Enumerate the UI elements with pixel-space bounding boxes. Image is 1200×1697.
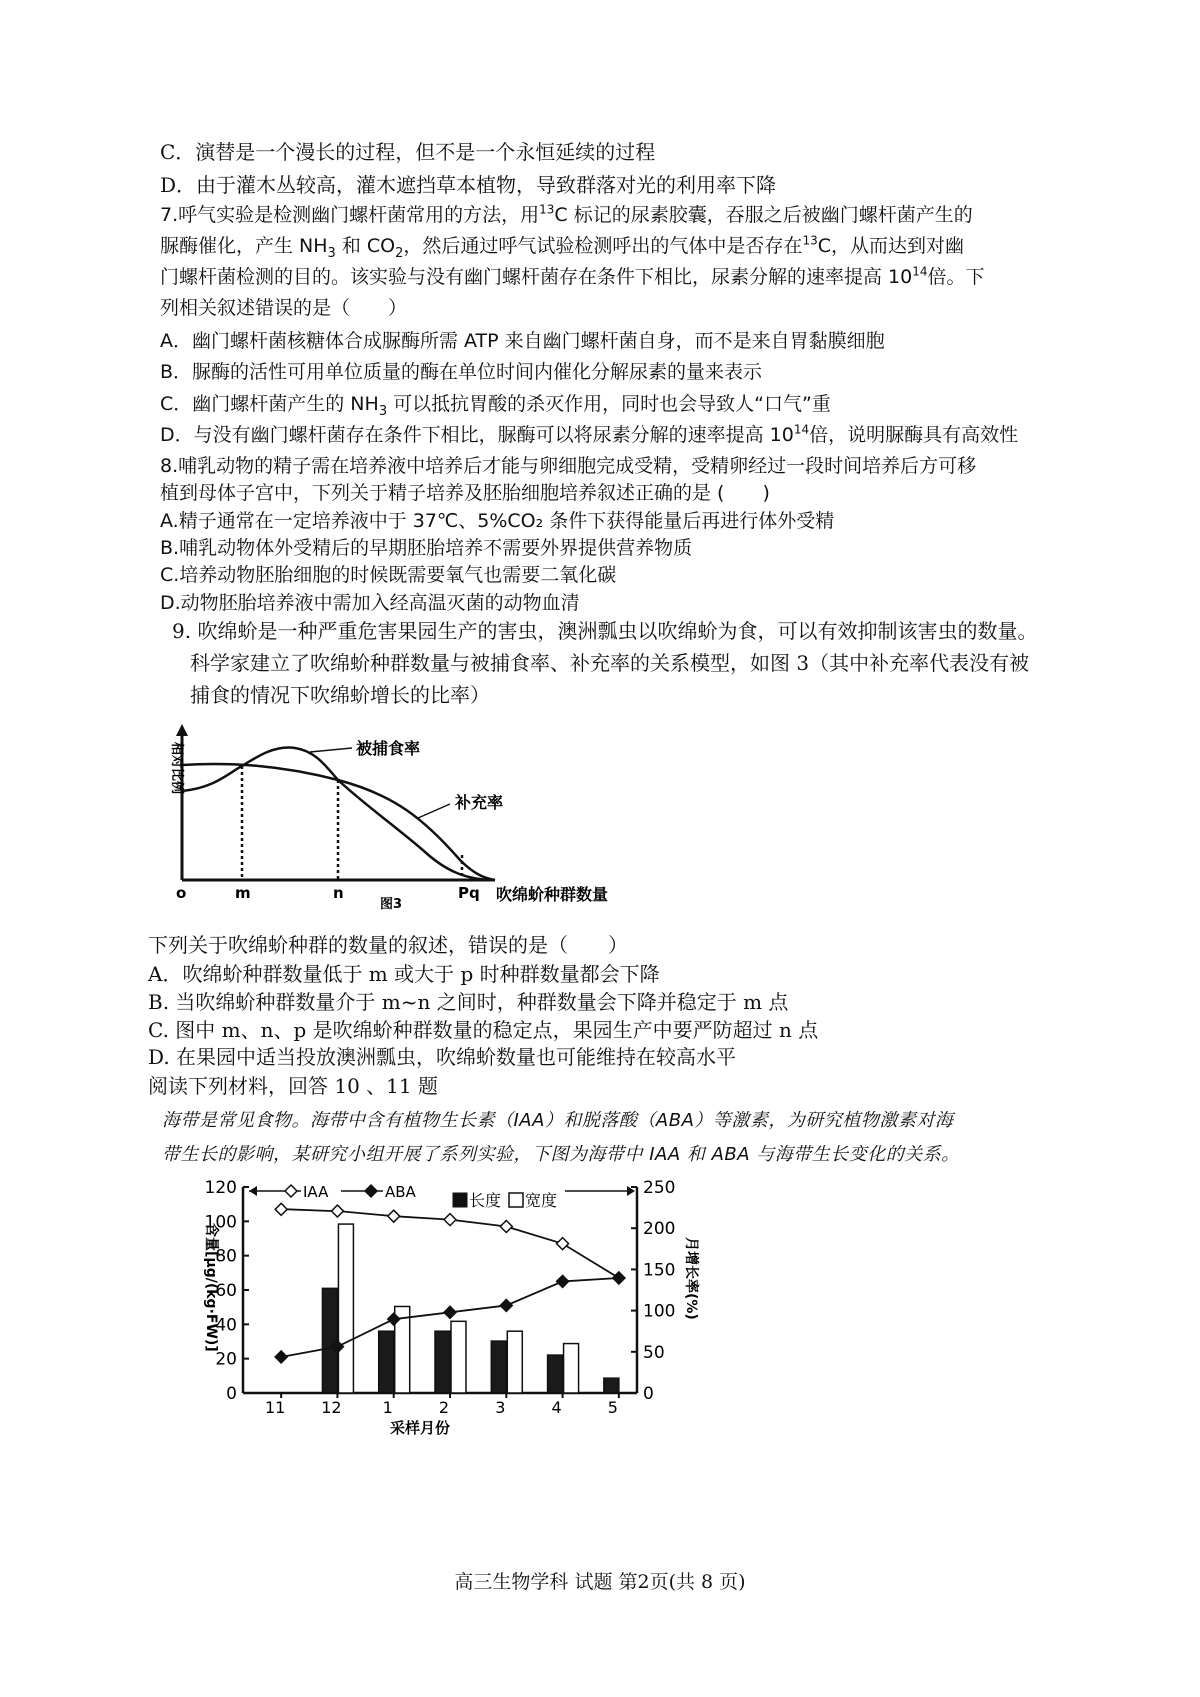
q9-option-c: C. 图中 m、n、p 是吹绵蚧种群数量的稳定点，果园生产中要严防超过 n 点 [148, 1018, 819, 1042]
legend-length-label: 长度 [469, 1191, 502, 1210]
legend-arrow-icon [249, 1186, 257, 1196]
chart-x-tick-label: 12 [321, 1398, 342, 1417]
chart-bar-length [322, 1288, 337, 1393]
chart-point-aba [275, 1351, 287, 1363]
chart-point-iaa [331, 1205, 343, 1217]
material-line2: 带生长的影响，某研究小组开展了系列实验，下图为海带中 IAA 和 ABA 与海带生长变化的关系。 [162, 1144, 960, 1165]
chart-bar-length [491, 1341, 506, 1393]
chart-bar-length [435, 1331, 450, 1393]
legend-iaa-label: IAA [303, 1183, 329, 1201]
fig3-y-arrow [176, 724, 188, 736]
chart-right-tick-label: 150 [643, 1260, 676, 1281]
fig3-caption: 图3 [380, 897, 403, 910]
chart-x-tick-label: 2 [438, 1398, 450, 1417]
chart-right-tick-label: 250 [643, 1178, 676, 1198]
fig3-supplement-pointer [418, 804, 450, 818]
q9-stem-line1: 9. 吹绵蚧是一种严重危害果园生产的害虫，澳洲瓢虫以吹绵蚧为食，可以有效抑制该害虫的数量。 [172, 619, 1038, 643]
chart-point-iaa [444, 1214, 456, 1226]
fig3-origin-label: o [176, 884, 187, 902]
legend-iaa-marker [285, 1185, 297, 1197]
chart-left-tick-label: 100 [204, 1212, 237, 1233]
q7-option-a: A．幽门螺杆菌核糖体合成脲酶所需 ATP 来自幽门螺杆菌自身，而不是来自胃黏膜细胞 [160, 330, 885, 352]
chart-x-tick-label: 3 [495, 1398, 506, 1417]
q9-option-a: A．吹绵蚧种群数量低于 m 或大于 p 时种群数量都会下降 [148, 962, 660, 986]
q9-stem-line3: 捕食的情况下吹绵蚧增长的比率） [190, 683, 490, 707]
figure-3-model [160, 720, 720, 910]
chart-right-tick-label: 50 [643, 1342, 665, 1363]
chart-point-aba [557, 1275, 569, 1287]
q7-option-d: D．与没有幽门螺杆菌存在条件下相比，脲酶可以将尿素分解的速率提高 $10^{14}$倍，说明脲酶具有高效性 [160, 422, 1019, 446]
chart-point-iaa [500, 1220, 512, 1232]
q9-ask: 下列关于吹绵蚧种群的数量的叙述，错误的是（ ） [148, 933, 628, 957]
chart-point-aba [500, 1299, 512, 1311]
q8-stem-line2: 植到母体子宫中，下列关于精子培养及胚胎细胞培养叙述正确的是 ( ) [160, 482, 770, 504]
chart-x-tick-label: 11 [264, 1398, 286, 1417]
chart-right-tick-label: 0 [643, 1384, 654, 1404]
q8-option-d: D.动物胚胎培养液中需加入经高温灭菌的动物血清 [160, 592, 580, 614]
q7-option-c: C．幽门螺杆菌产生的 $NH_3$ 可以抵抗胃酸的杀灭作用，同时也会导致人“口气”重 [160, 393, 831, 419]
chart-bar-length [548, 1355, 563, 1393]
q8-option-c: C.培养动物胚胎细胞的时候既需要氧气也需要二氧化碳 [160, 564, 617, 586]
q9-option-d: D. 在果园中适当投放澳洲瓢虫，吹绵蚧数量也可能维持在较高水平 [148, 1045, 737, 1069]
fig3-y-label: 相对比例 [169, 742, 184, 795]
chart-point-iaa [557, 1238, 569, 1250]
q7-option-b: B．脲酶的活性可用单位质量的酶在单位时间内催化分解尿素的量来表示 [160, 361, 763, 383]
chart-bar-width [338, 1224, 353, 1393]
legend-width-swatch [509, 1193, 523, 1207]
legend-width-label: 宽度 [525, 1191, 558, 1210]
legend-aba-label: ABA [385, 1183, 416, 1201]
fig3-predation-label: 被捕食率 [356, 739, 421, 758]
read-intro: 阅读下列材料，回答 10 、11 题 [148, 1074, 438, 1098]
chart-left-tick-label: 40 [215, 1315, 237, 1336]
page-footer: 高三生物学科 试题 第2页(共 8 页) [454, 1571, 746, 1593]
q6-option-c: C．演替是一个漫长的过程，但不是一个永恒延续的过程 [160, 140, 656, 164]
chart-y-right-label: 月增长率(%) [683, 1237, 699, 1320]
fig3-x-label: 吹绵蚧种群数量 [496, 885, 609, 904]
fig3-supplement-label: 补充率 [455, 793, 504, 812]
fig3-m-label: m [235, 884, 251, 902]
chart-y-left-label: 含量[μg/(kg·FW)] [203, 1223, 219, 1352]
q8-stem-line1: 8.哺乳动物的精子需在培养液中培养后才能与卵细胞完成受精，受精卵经过一段时间培养后方可移 [160, 455, 977, 477]
chart-left-tick-label: 80 [215, 1246, 237, 1267]
chart-left-tick-label: 120 [204, 1178, 237, 1198]
chart-right-tick-label: 100 [643, 1301, 676, 1322]
chart-bar-width [564, 1344, 579, 1393]
q7-stem-line2: 脲酶催化，产生 $NH_3$ 和 $CO_2$，然后通过呼气试验检测呼出的气体中是否存在$^{13}$C，从而达到对幽 [160, 233, 964, 261]
material-line1: 海带是常见食物。海带中含有植物生长素（IAA）和脱落酸（ABA）等激素，为研究植物激素对海 [162, 1110, 954, 1131]
fig3-pq-label: Pq [458, 884, 480, 902]
q9-stem-line2: 科学家建立了吹绵蚧种群数量与被捕食率、补充率的关系模型，如图 3（其中补充率代表没有被 [190, 651, 1030, 675]
chart-x-tick-label: 1 [382, 1398, 393, 1417]
chart-point-iaa [275, 1203, 287, 1215]
chart-bar-length [379, 1331, 394, 1393]
chart-bar-width [507, 1331, 522, 1393]
chart-left-tick-label: 20 [215, 1349, 237, 1370]
chart-x-tick-label: 4 [551, 1398, 562, 1417]
chart-point-aba [444, 1306, 456, 1318]
chart-left-tick-label: 0 [226, 1384, 237, 1404]
q9-option-b: B. 当吹绵蚧种群数量介于 m~n 之间时，种群数量会下降并稳定于 m 点 [148, 990, 789, 1014]
q7-stem-line1: 7.呼气实验是检测幽门螺杆菌常用的方法，用$^{13}$C 标记的尿素胶囊，吞服之后被幽门螺杆菌产生的 [160, 202, 973, 226]
legend-length-swatch [453, 1193, 467, 1207]
q7-stem-line4: 列相关叙述错误的是（ ） [160, 297, 408, 319]
chart-point-aba [613, 1272, 625, 1284]
q8-option-b: B.哺乳动物体外受精后的早期胚胎培养不需要外界提供营养物质 [160, 537, 693, 559]
chart-line-iaa-segment [287, 1209, 331, 1211]
chart-point-iaa [388, 1210, 400, 1222]
legend-aba-marker [365, 1185, 377, 1197]
chart-line-iaa [337, 1211, 618, 1278]
q8-option-a: A.精子通常在一定培养液中于 37℃、5%CO₂ 条件下获得能量后再进行体外受精 [160, 510, 835, 532]
q7-stem-line3: 门螺杆菌检测的目的。该实验与没有幽门螺杆菌存在条件下相比，尿素分解的速率提高 $10^{14}$倍。下 [160, 264, 985, 288]
q6-option-d: D．由于灌木丛较高，灌木遮挡草本植物，导致群落对光的利用率下降 [160, 173, 777, 197]
chart-left-tick-label: 60 [215, 1281, 237, 1301]
chart-x-tick-label: 5 [607, 1398, 618, 1417]
chart-x-label: 采样月份 [390, 1419, 451, 1437]
chart-bar-length [604, 1378, 619, 1393]
fig3-n-label: n [333, 884, 344, 902]
kelp-hormone-chart [195, 1175, 755, 1440]
fig3-predation-pointer [310, 748, 352, 752]
chart-right-tick-label: 200 [643, 1219, 676, 1240]
chart-bar-width [451, 1321, 466, 1393]
